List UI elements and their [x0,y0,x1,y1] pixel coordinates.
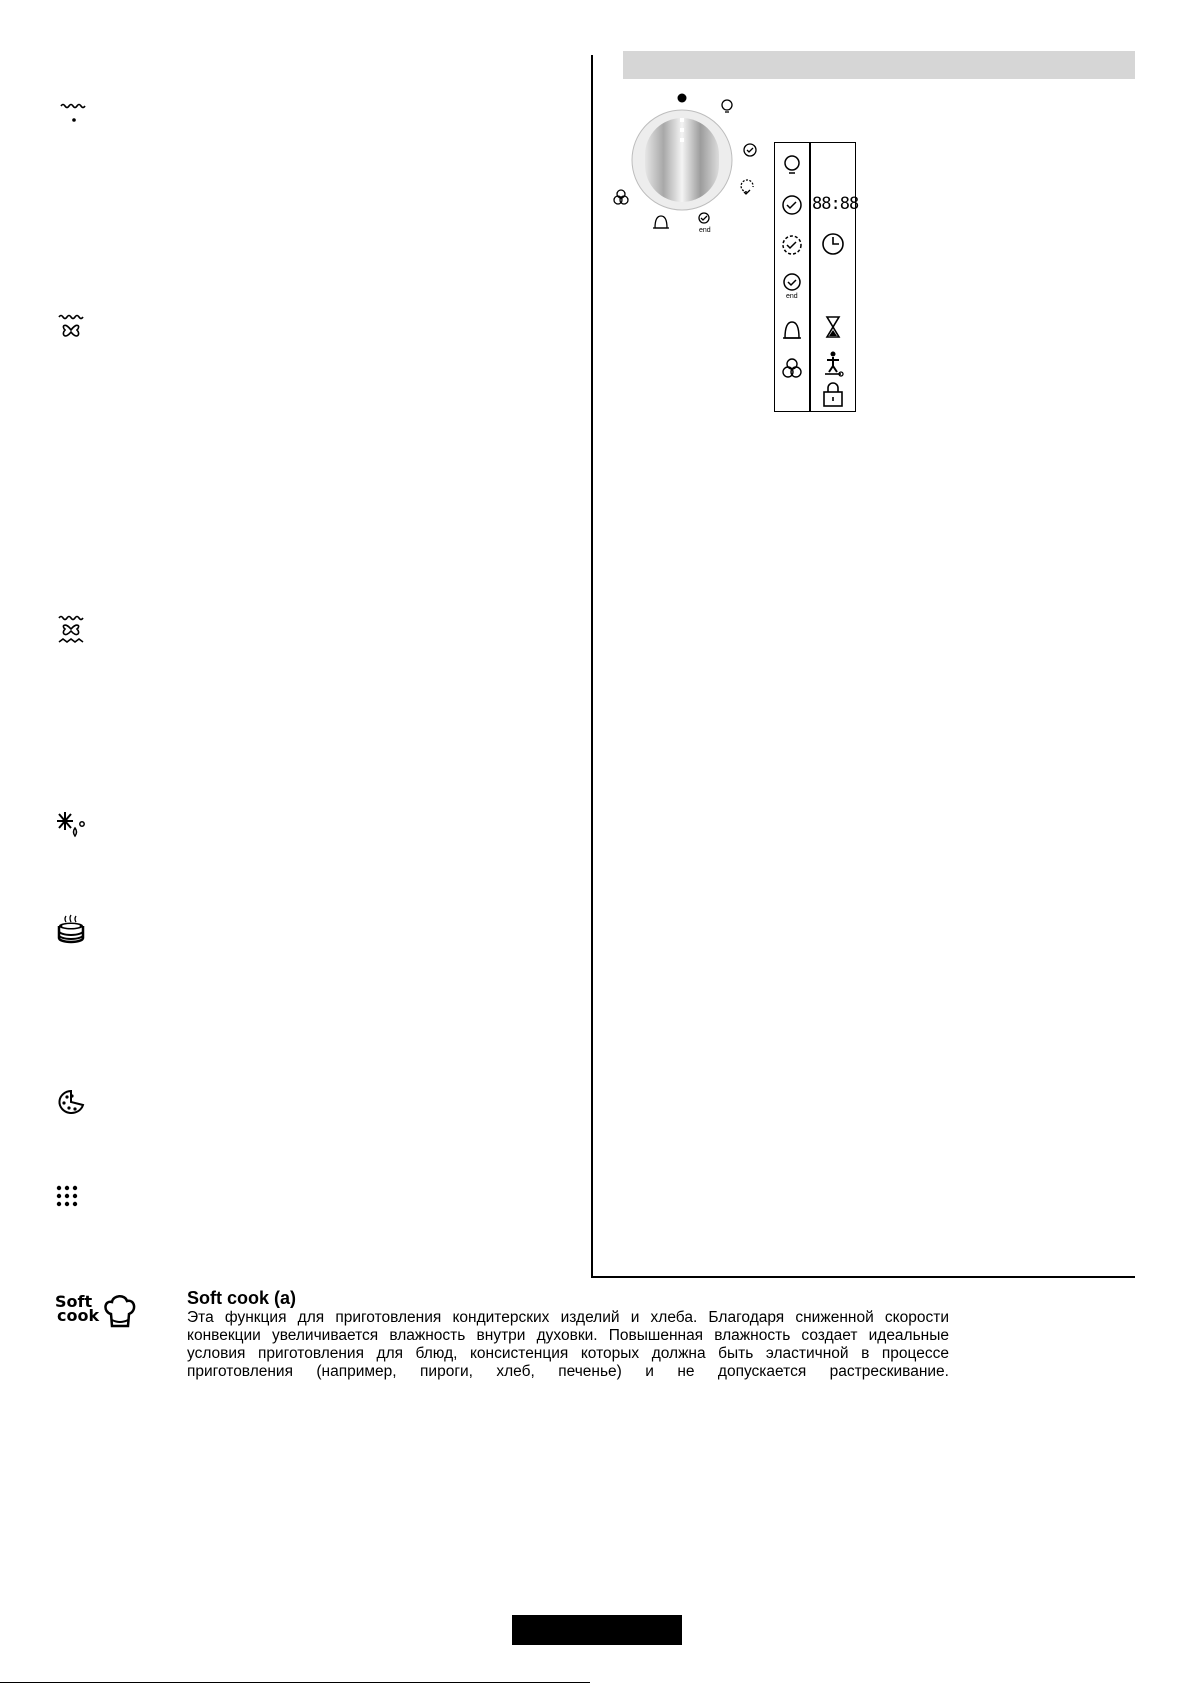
display-panel [774,142,859,412]
soft-cook-logo-word1: Soft [55,1292,93,1311]
section-header-bar [623,51,1135,79]
digital-readout: 88:88 [812,194,859,214]
pizza-icon [55,1087,87,1119]
analog-clock-icon [819,230,847,258]
padlock-icon [819,380,847,408]
soft-cook-title: Soft cook (a) [187,1288,297,1308]
display-divider [809,143,811,411]
end-time-icon [778,271,806,299]
soft-cook-description: Эта функция для приготовления кондитерских изделий и хлеба. Благодаря сниженной скорости конвекции увеличивается влажность внутри духовки. Повышенная влажность создает идеальные условия приготовления для блюд, консистенция которых должна быть эластичной в процессе приготовления (например, пироги, хлеб, печенье) и не допускается растрескивание. [187,1309,949,1380]
fan-grill-icon [55,614,87,646]
duration-icon [778,231,806,259]
reset-dot-marker [678,94,687,103]
soft-cook-logo [55,1292,139,1334]
defrost-icon [55,808,87,840]
stacked-plates-icon [55,914,87,946]
bottom-rule [0,1682,590,1683]
section-bottom-rule [591,1276,1135,1278]
light-bulb-icon [778,151,806,179]
dots-grid-icon [55,1184,87,1216]
fan-bottom-heat-icon [55,312,87,344]
column-divider [591,55,593,1277]
pyrolysis-icon [778,355,806,383]
bell-icon [778,316,806,344]
svg-text:end: end [786,293,798,299]
programmer-dial [600,88,770,238]
chef-hat-icon [101,1292,139,1330]
hourglass-icon [819,313,847,341]
end-label: end [699,227,711,234]
bottom-heat-icon [58,100,90,132]
clock-icon [778,191,806,219]
soft-cook-logo-word2: cook [57,1306,100,1325]
child-lock-figure-icon [819,350,847,378]
page-number-tab [512,1615,682,1645]
